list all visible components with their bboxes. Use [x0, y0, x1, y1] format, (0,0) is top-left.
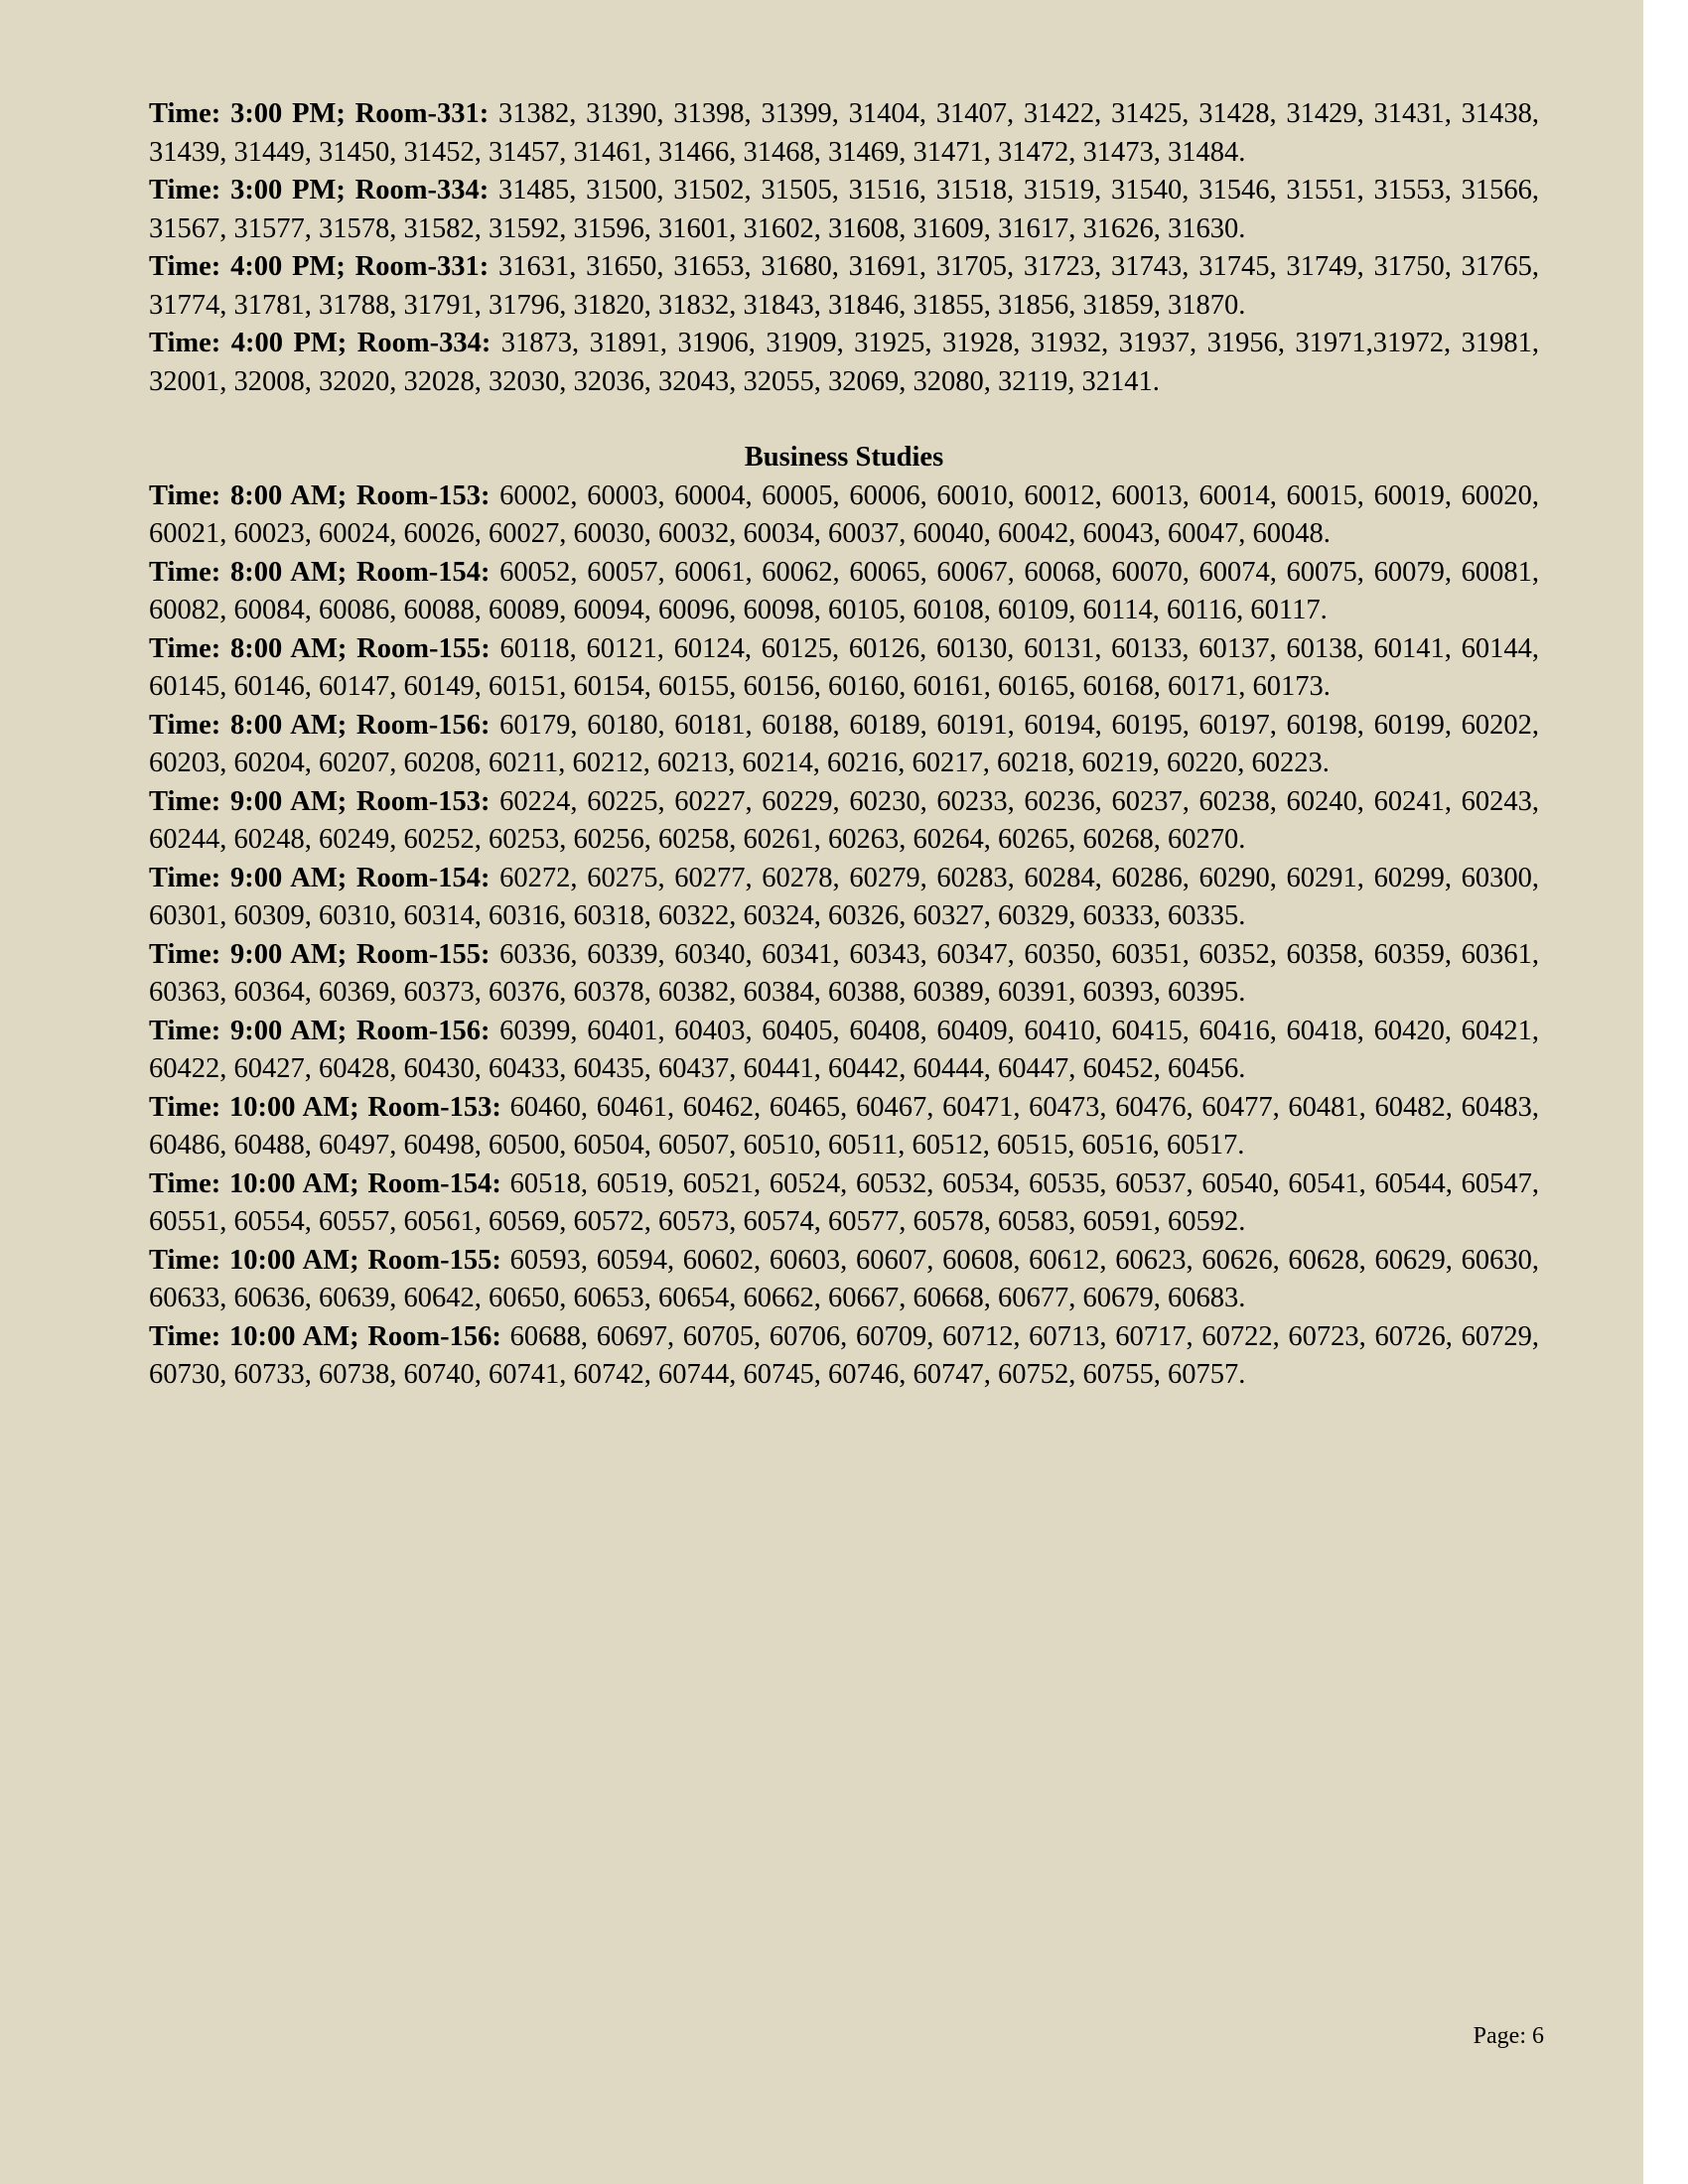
- entry-label: Time: 10:00 AM; Room-156:: [149, 1320, 501, 1352]
- entry-ids: 60224, 60225, 60227, 60229, 60230, 60233, 60236, 60237, 60238, 60240, 60241, 60243, 60244, 60248, 60249, 60252, 60253, 60256, 60258, 60261, 60263, 60264, 60265, 60268, 60270.: [149, 785, 1540, 855]
- schedule-entry: [149, 248, 1539, 325]
- entry-ids: 60688, 60697, 60705, 60706, 60709, 60712, 60713, 60717, 60722, 60723, 60726, 60729, 60730, 60733, 60738, 60740, 60741, 60742, 60744, 60745, 60746, 60747, 60752, 60755, 60757.: [149, 1320, 1539, 1390]
- section-title: Business Studies: [744, 442, 944, 473]
- entry-ids: 60593, 60594, 60602, 60603, 60607, 60608, 60612, 60623, 60626, 60628, 60629, 60630, 60633, 60636, 60639, 60642, 60650, 60653, 60654, 60662, 60667, 60668, 60677, 60679, 60683.: [149, 1244, 1539, 1313]
- schedule-entry: [149, 630, 1539, 707]
- schedule-entry: [149, 1013, 1539, 1089]
- schedule-entry: [149, 1318, 1539, 1395]
- schedule-entry: [149, 936, 1539, 1013]
- business-studies-section: [149, 439, 1539, 1395]
- entry-ids: 60399, 60401, 60403, 60405, 60408, 60409, 60410, 60415, 60416, 60418, 60420, 60421, 60422, 60427, 60428, 60430, 60433, 60435, 60437, 60441, 60442, 60444, 60447, 60452, 60456.: [149, 1015, 1540, 1084]
- entry-ids: 60460, 60461, 60462, 60465, 60467, 60471, 60473, 60476, 60477, 60481, 60482, 60483, 60486, 60488, 60497, 60498, 60500, 60504, 60507, 60510, 60511, 60512, 60515, 60516, 60517.: [149, 1091, 1539, 1160]
- page-number: Page: 6: [1473, 2023, 1544, 2049]
- entry-ids: 60002, 60003, 60004, 60005, 60006, 60010, 60012, 60013, 60014, 60015, 60019, 60020, 60021, 60023, 60024, 60026, 60027, 60030, 60032, 60034, 60037, 60040, 60042, 60043, 60047, 60048.: [149, 479, 1540, 549]
- entry-ids: 60336, 60339, 60340, 60341, 60343, 60347, 60350, 60351, 60352, 60358, 60359, 60361, 60363, 60364, 60369, 60373, 60376, 60378, 60382, 60384, 60388, 60389, 60391, 60393, 60395.: [149, 938, 1540, 1008]
- entry-ids: 60518, 60519, 60521, 60524, 60532, 60534, 60535, 60537, 60540, 60541, 60544, 60547, 60551, 60554, 60557, 60561, 60569, 60572, 60573, 60574, 60577, 60578, 60583, 60591, 60592.: [149, 1167, 1539, 1237]
- entry-label: Time: 8:00 AM; Room-155:: [149, 632, 491, 664]
- entry-label: Time: 10:00 AM; Room-153:: [149, 1091, 501, 1123]
- schedule-entry: [149, 554, 1539, 630]
- schedule-entry: [149, 1242, 1539, 1318]
- entry-label: Time: 4:00 PM; Room-331:: [149, 251, 490, 282]
- page-content: [149, 95, 1539, 1395]
- schedule-entry: [149, 707, 1539, 783]
- entry-label: Time: 8:00 AM; Room-154:: [149, 556, 491, 588]
- entry-label: Time: 8:00 AM; Room-156:: [149, 709, 491, 741]
- entry-label: Time: 9:00 AM; Room-153:: [149, 785, 491, 817]
- entry-label: Time: 9:00 AM; Room-156:: [149, 1015, 491, 1046]
- schedule-entry: [149, 860, 1539, 936]
- entry-label: Time: 3:00 PM; Room-331:: [149, 98, 490, 129]
- entry-ids: 60118, 60121, 60124, 60125, 60126, 60130, 60131, 60133, 60137, 60138, 60141, 60144, 60145, 60146, 60147, 60149, 60151, 60154, 60155, 60156, 60160, 60161, 60165, 60168, 60171, 60173.: [149, 632, 1539, 702]
- entry-label: Time: 8:00 AM; Room-153:: [149, 479, 491, 511]
- entry-ids: 31873, 31891, 31906, 31909, 31925, 31928, 31932, 31937, 31956, 31971,31972, 31981, 32001, 32008, 32020, 32028, 32030, 32036, 32043, 32055, 32069, 32080, 32119, 32141.: [149, 328, 1540, 397]
- entry-ids: 31631, 31650, 31653, 31680, 31691, 31705, 31723, 31743, 31745, 31749, 31750, 31765, 31774, 31781, 31788, 31791, 31796, 31820, 31832, 31843, 31846, 31855, 31856, 31859, 31870.: [149, 251, 1540, 321]
- entry-label: Time: 10:00 AM; Room-154:: [149, 1167, 501, 1199]
- entry-label: Time: 9:00 AM; Room-155:: [149, 938, 491, 970]
- previous-section: [149, 95, 1539, 401]
- entry-label: Time: 4:00 PM; Room-334:: [149, 328, 492, 358]
- schedule-entry: [149, 478, 1539, 554]
- schedule-entry: [149, 325, 1539, 401]
- entry-ids: 60052, 60057, 60061, 60062, 60065, 60067, 60068, 60070, 60074, 60075, 60079, 60081, 60082, 60084, 60086, 60088, 60089, 60094, 60096, 60098, 60105, 60108, 60109, 60114, 60116, 60117.: [149, 556, 1540, 625]
- entry-ids: 60179, 60180, 60181, 60188, 60189, 60191, 60194, 60195, 60197, 60198, 60199, 60202, 60203, 60204, 60207, 60208, 60211, 60212, 60213, 60214, 60216, 60217, 60218, 60219, 60220, 60223.: [149, 709, 1540, 778]
- schedule-entry: [149, 1089, 1539, 1165]
- entry-ids: 31382, 31390, 31398, 31399, 31404, 31407, 31422, 31425, 31428, 31429, 31431, 31438, 31439, 31449, 31450, 31452, 31457, 31461, 31466, 31468, 31469, 31471, 31472, 31473, 31484.: [149, 98, 1540, 168]
- entry-ids: 60272, 60275, 60277, 60278, 60279, 60283, 60284, 60286, 60290, 60291, 60299, 60300, 60301, 60309, 60310, 60314, 60316, 60318, 60322, 60324, 60326, 60327, 60329, 60333, 60335.: [149, 862, 1540, 931]
- entry-label: Time: 10:00 AM; Room-155:: [149, 1244, 501, 1276]
- schedule-entry: [149, 95, 1539, 172]
- entry-label: Time: 3:00 PM; Room-334:: [149, 175, 490, 205]
- schedule-entry: [149, 783, 1539, 860]
- section-spacer: [149, 401, 1539, 439]
- schedule-entry: [149, 1165, 1539, 1242]
- entry-ids: 31485, 31500, 31502, 31505, 31516, 31518, 31519, 31540, 31546, 31551, 31553, 31566, 31567, 31577, 31578, 31582, 31592, 31596, 31601, 31602, 31608, 31609, 31617, 31626, 31630.: [149, 175, 1540, 244]
- schedule-entry: [149, 172, 1539, 248]
- entry-label: Time: 9:00 AM; Room-154:: [149, 862, 491, 893]
